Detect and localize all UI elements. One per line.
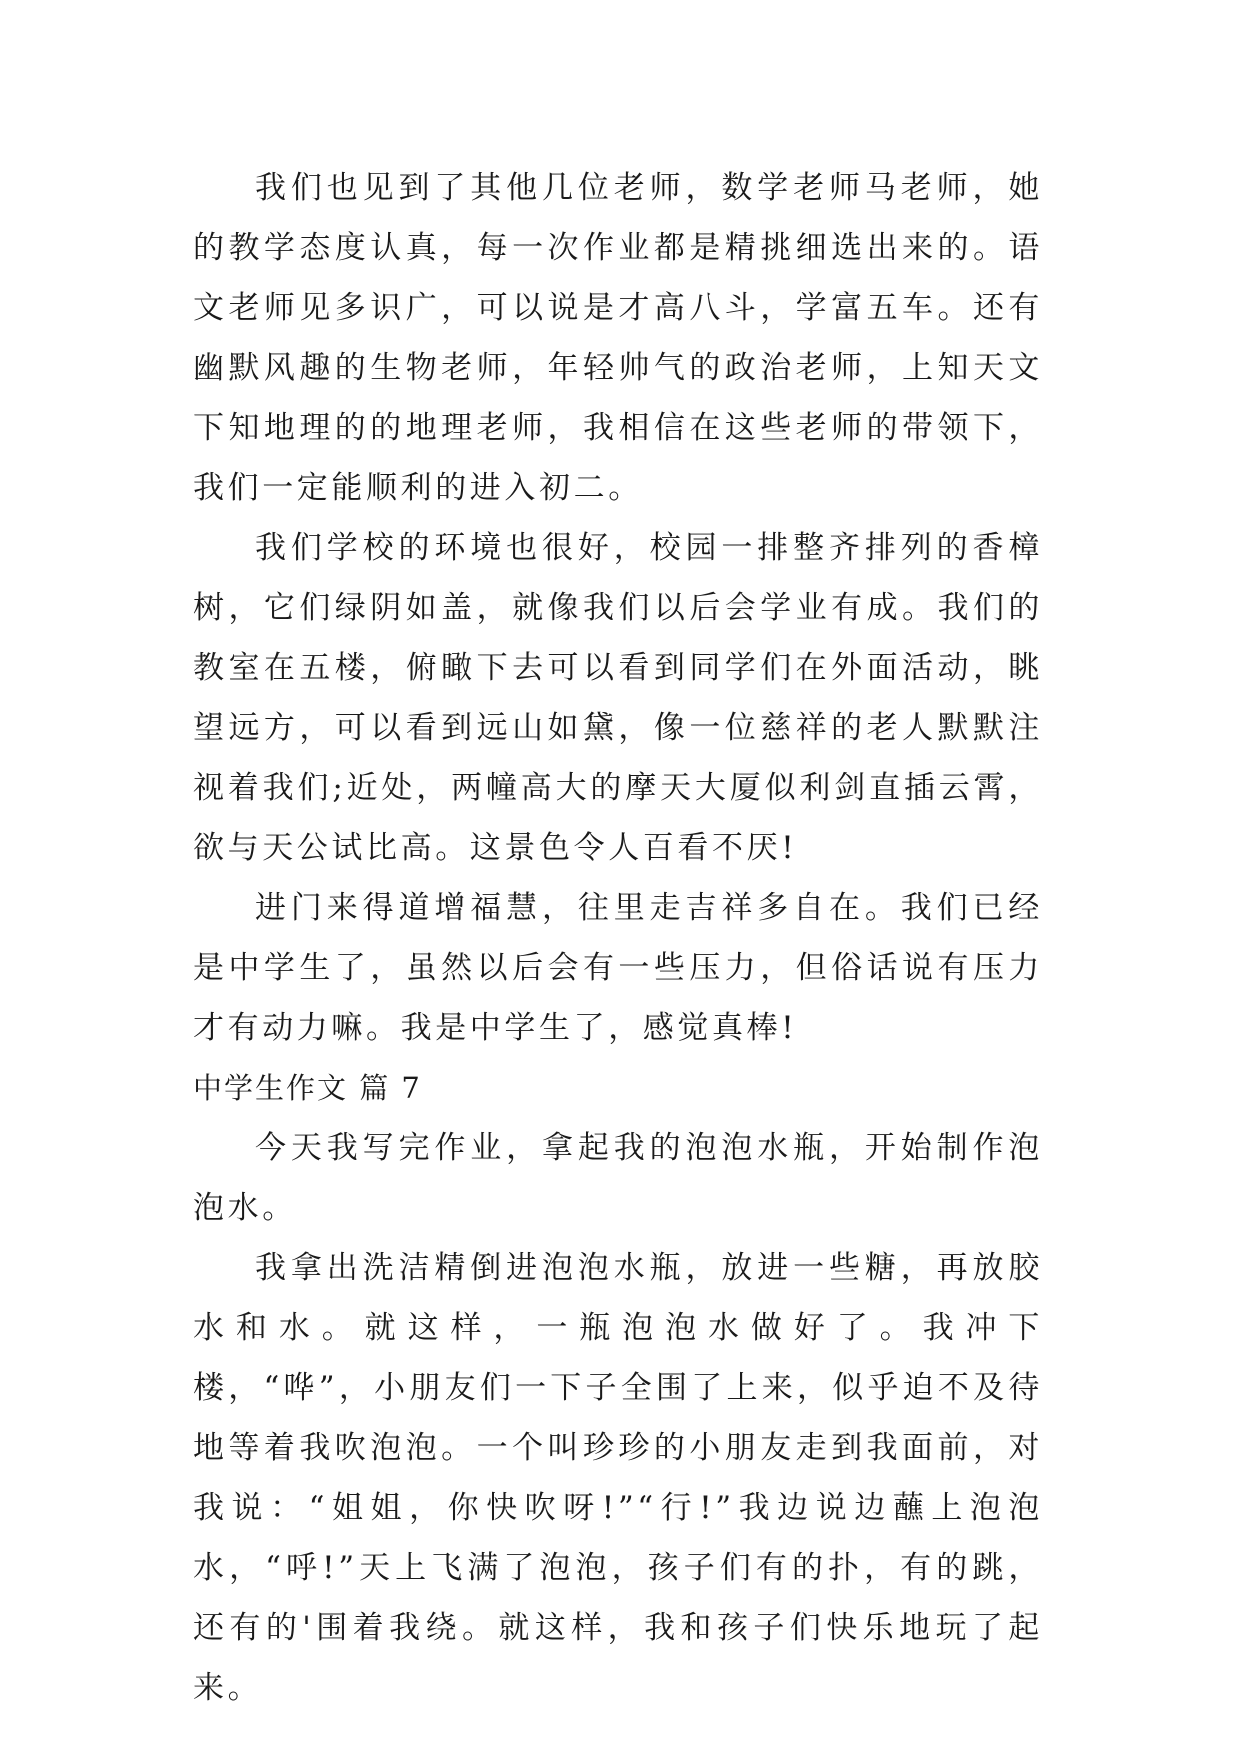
paragraph-middle-school: 进门来得道增福慧，往里走吉祥多自在。我们已经是中学生了，虽然以后会有一些压力，但俗话说有压力才有动力嘛。我是中学生了，感觉真棒!	[193, 890, 1043, 1046]
paragraph-bubble-story: 我拿出洗洁精倒进泡泡水瓶，放进一些糖，再放胶水和水。就这样，一瓶泡泡水做好了。我冲下楼，“哗”，小朋友们一下子全围了上来，似乎迫不及待地等着我吹泡泡。一个叫珍珍的小朋友走到我面前，对我说：“姐姐，你快吹呀!”“行!”我边说边蘸上泡泡水，“呼!”天上飞满了泡泡，孩子们有的扑，有的跳，还有的'围着我绕。就这样，我和孩子们快乐地玩了起来。	[193, 1250, 1043, 1706]
paragraph-teachers: 我们也见到了其他几位老师，数学老师马老师，她的教学态度认真，每一次作业都是精挑细选出来的。语文老师见多识广，可以说是才高八斗，学富五车。还有幽默风趣的生物老师，年轻帅气的政治老师，上知天文下知地理的的地理老师，我相信在这些老师的带领下，我们一定能顺利的进入初二。	[193, 170, 1043, 506]
paragraph-bubble-intro: 今天我写完作业，拿起我的泡泡水瓶，开始制作泡泡水。	[193, 1130, 1043, 1226]
section-heading: 中学生作文 篇 7	[193, 1071, 422, 1105]
document-body	[193, 158, 1043, 1718]
paragraph-campus: 我们学校的环境也很好，校园一排整齐排列的香樟树，它们绿阴如盖，就像我们以后会学业有成。我们的教室在五楼，俯瞰下去可以看到同学们在外面活动，眺望远方，可以看到远山如黛，像一位慈祥的老人默默注视着我们;近处，两幢高大的摩天大厦似利剑直插云霄，欲与天公试比高。这景色令人百看不厌!	[193, 530, 1043, 866]
